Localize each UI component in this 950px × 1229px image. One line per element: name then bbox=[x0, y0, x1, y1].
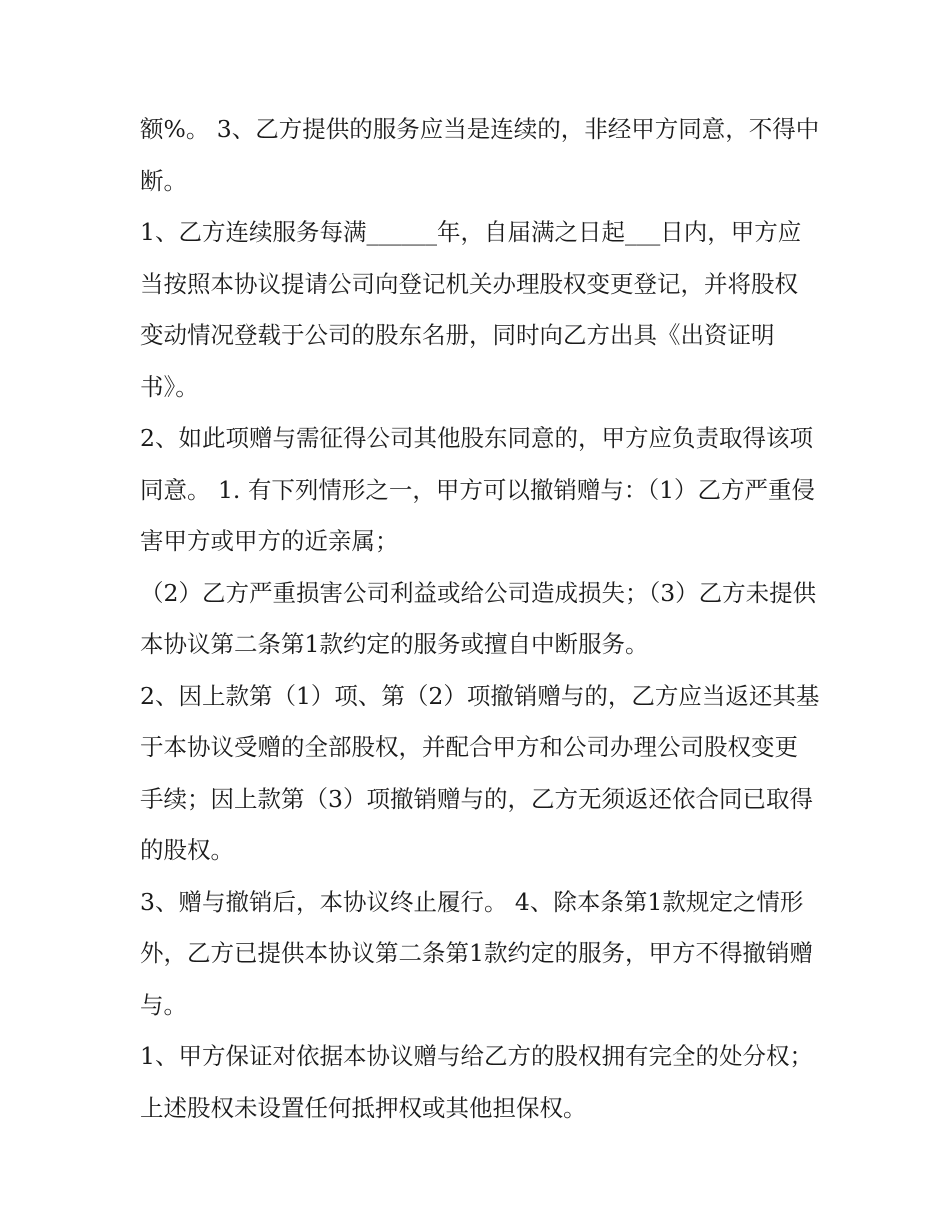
document-body bbox=[140, 104, 820, 1134]
paragraph-shareholder-consent: 2、如此项赠与需征得公司其他股东同意的，甲方应负责取得该项同意。 1. 有下列情形之一，甲方可以撤销赠与：（1）乙方严重侵害甲方或甲方的近亲属； bbox=[140, 424, 816, 555]
paragraph-equity-return: 2、因上款第（1）项、第（2）项撤销赠与的，乙方应当返还其基于本协议受赠的全部股权，并配合甲方和公司办理公司股权变更手续；因上款第（3）项撤销赠与的，乙方无须返还依合同已取得的股权。 bbox=[140, 681, 820, 864]
paragraph-agreement-termination: 3、赠与撤销后，本协议终止履行。 4、除本条第1款规定之情形外，乙方已提供本协议第二条第1款约定的服务，甲方不得撤销赠与。 bbox=[140, 887, 813, 1019]
paragraph-revocation-cases: （2）乙方严重损害公司利益或给公司造成损失；（3）乙方未提供本协议第二条第1款约定的服务或擅自中断服务。 bbox=[140, 578, 817, 658]
paragraph-service-continuity: 额%。 3、乙方提供的服务应当是连续的，非经甲方同意，不得中断。 bbox=[140, 115, 820, 195]
paragraph-disposal-warranty: 1、甲方保证对依据本协议赠与给乙方的股权拥有完全的处分权；上述股权未设置任何抵押权或其他担保权。 bbox=[140, 1042, 813, 1122]
paragraph-equity-registration: 1、乙方连续服务每满______年，自届满之日起___日内，甲方应当按照本协议提请公司向登记机关办理股权变更登记，并将股权变动情况登载于公司的股东名册，同时向乙方出具《出资证明书》。 bbox=[140, 218, 802, 401]
